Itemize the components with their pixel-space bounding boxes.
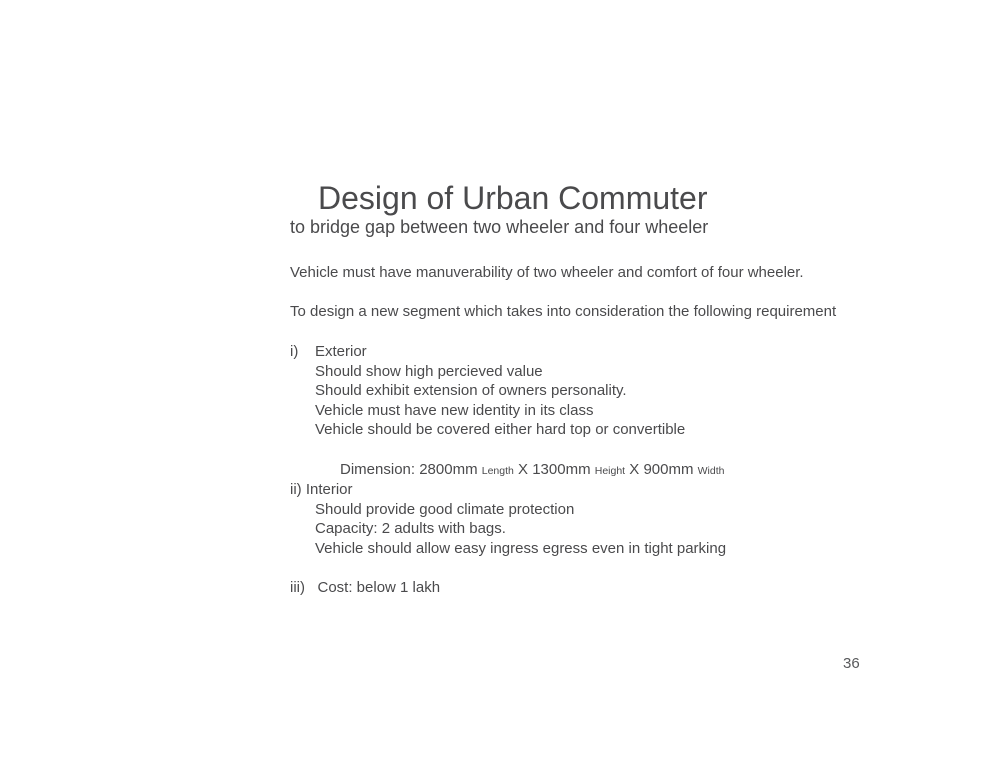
section-item: Should exhibit extension of owners personality. xyxy=(315,382,627,400)
section-item: Should provide good climate protection xyxy=(315,500,575,518)
section-interior xyxy=(290,480,726,558)
section-item: Vehicle must have new identity in its class xyxy=(315,401,594,419)
dimension-unit-label-width: Width xyxy=(697,464,725,477)
section-item: Should show high percieved value xyxy=(315,362,543,380)
section-interior-heading: ii) Interior xyxy=(290,481,353,498)
dimension-unit-label-length: Length xyxy=(481,464,514,477)
dimension-segment: Dimension: 2800mm xyxy=(340,460,482,478)
dimension-unit-label-height: Height xyxy=(594,464,626,477)
section-item: Capacity: 2 adults with bags. xyxy=(315,520,506,538)
section-exterior-heading: i) Exterior xyxy=(290,343,367,360)
intro-paragraph-2: To design a new segment which takes into consideration the following requirement xyxy=(290,303,837,320)
section-item: Vehicle should be covered either hard top or convertible xyxy=(315,421,686,439)
intro-paragraph-1: Vehicle must have manuverability of two wheeler and comfort of four wheeler. xyxy=(290,264,804,281)
section-item: Vehicle should allow easy ingress egress even in tight parking xyxy=(315,539,727,557)
page-subtitle: to bridge gap between two wheeler and four wheeler xyxy=(290,217,709,237)
dimension-segment: X 900mm xyxy=(625,460,698,478)
section-cost xyxy=(290,578,440,598)
section-cost-heading: iii) Cost: below 1 lakh xyxy=(290,579,441,596)
section-exterior xyxy=(290,342,724,501)
page-number: 36 xyxy=(843,655,860,672)
page-title: Design of Urban Commuter xyxy=(318,180,708,216)
dimension-segment: X 1300mm xyxy=(513,460,595,478)
